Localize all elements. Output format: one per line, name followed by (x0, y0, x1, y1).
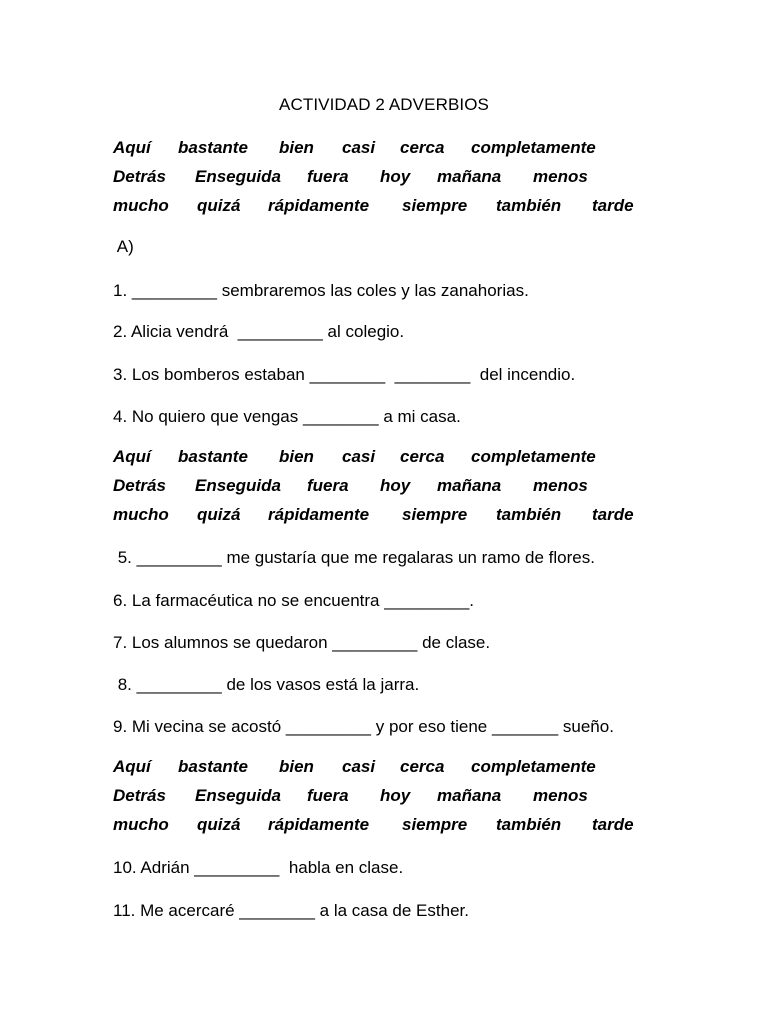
word-bank (113, 138, 653, 225)
word-bank-word: tarde (592, 196, 634, 215)
sentence-5: 5. _________ me gustaría que me regalaras un ramo de flores. (113, 548, 595, 567)
word-bank-word: mucho (113, 196, 169, 215)
word-bank-row (113, 786, 653, 815)
word-bank-word: fuera (307, 476, 349, 495)
word-bank-word: mañana (437, 167, 502, 186)
word-bank-row (113, 476, 653, 505)
word-bank-word: bien (279, 447, 314, 466)
word-bank-word: tarde (592, 815, 634, 834)
word-bank-word: menos (533, 786, 588, 805)
word-bank-word: bien (279, 138, 314, 157)
word-bank-word: bastante (178, 138, 248, 157)
word-bank-word: siempre (402, 505, 468, 524)
word-bank-word: Aquí (113, 757, 151, 776)
word-bank-word: también (496, 505, 562, 524)
word-bank-word: Detrás (113, 786, 166, 805)
word-bank-word: cerca (400, 447, 445, 466)
sentence-1: 1. _________ sembraremos las coles y las zanahorias. (113, 281, 529, 300)
sentence-10: 10. Adrián _________ habla en clase. (113, 858, 404, 877)
word-bank-word: rápidamente (268, 505, 370, 524)
word-bank-word: Detrás (113, 167, 166, 186)
word-bank-word: completamente (471, 447, 596, 466)
word-bank-word: fuera (307, 786, 349, 805)
sentence-2: 2. Alicia vendrá _________ al colegio. (113, 322, 405, 341)
word-bank-word: rápidamente (268, 815, 370, 834)
word-bank-word: hoy (380, 476, 411, 495)
word-bank-word: casi (342, 757, 376, 776)
sentence-3: 3. Los bomberos estaban ________ ________ del incendio. (113, 365, 576, 384)
sentence-8: 8. _________ de los vasos está la jarra. (113, 675, 420, 694)
word-bank-word: siempre (402, 196, 468, 215)
word-bank-word: también (496, 196, 562, 215)
word-bank-row (113, 196, 653, 225)
sentence-9: 9. Mi vecina se acostó _________ y por eso tiene _______ sueño. (113, 717, 614, 736)
word-bank-word: cerca (400, 757, 445, 776)
sentence-6: 6. La farmacéutica no se encuentra _________. (113, 591, 475, 610)
word-bank-row (113, 757, 653, 786)
word-bank (113, 757, 653, 844)
word-bank-word: casi (342, 138, 376, 157)
word-bank-word: Aquí (113, 138, 151, 157)
word-bank-word: bastante (178, 757, 248, 776)
word-bank-word: Enseguida (195, 786, 281, 805)
word-bank-word: menos (533, 476, 588, 495)
word-bank-word: tarde (592, 505, 634, 524)
word-bank-word: mañana (437, 786, 502, 805)
word-bank-word: casi (342, 447, 376, 466)
word-bank-word: Detrás (113, 476, 166, 495)
word-bank-word: bien (279, 757, 314, 776)
word-bank-word: completamente (471, 757, 596, 776)
word-bank (113, 447, 653, 534)
word-bank-word: quizá (197, 815, 241, 834)
word-bank-word: fuera (307, 167, 349, 186)
sentence-11: 11. Me acercaré ________ a la casa de Esther. (113, 901, 469, 920)
word-bank-word: también (496, 815, 562, 834)
word-bank-word: mañana (437, 476, 502, 495)
word-bank-word: cerca (400, 138, 445, 157)
word-bank-row (113, 815, 653, 844)
word-bank-word: menos (533, 167, 588, 186)
word-bank-word: Aquí (113, 447, 151, 466)
section-label: A) (113, 237, 134, 256)
page-title: ACTIVIDAD 2 ADVERBIOS (279, 95, 489, 114)
word-bank-word: completamente (471, 138, 596, 157)
word-bank-word: Enseguida (195, 167, 281, 186)
word-bank-word: bastante (178, 447, 248, 466)
word-bank-row (113, 505, 653, 534)
word-bank-word: mucho (113, 815, 169, 834)
word-bank-word: quizá (197, 505, 241, 524)
word-bank-row (113, 447, 653, 476)
word-bank-word: Enseguida (195, 476, 281, 495)
sentence-4: 4. No quiero que vengas ________ a mi casa. (113, 407, 461, 426)
word-bank-word: siempre (402, 815, 468, 834)
word-bank-word: mucho (113, 505, 169, 524)
word-bank-row (113, 167, 653, 196)
word-bank-row (113, 138, 653, 167)
sentence-7: 7. Los alumnos se quedaron _________ de clase. (113, 633, 491, 652)
word-bank-word: quizá (197, 196, 241, 215)
word-bank-word: rápidamente (268, 196, 370, 215)
word-bank-word: hoy (380, 786, 411, 805)
word-bank-word: hoy (380, 167, 411, 186)
